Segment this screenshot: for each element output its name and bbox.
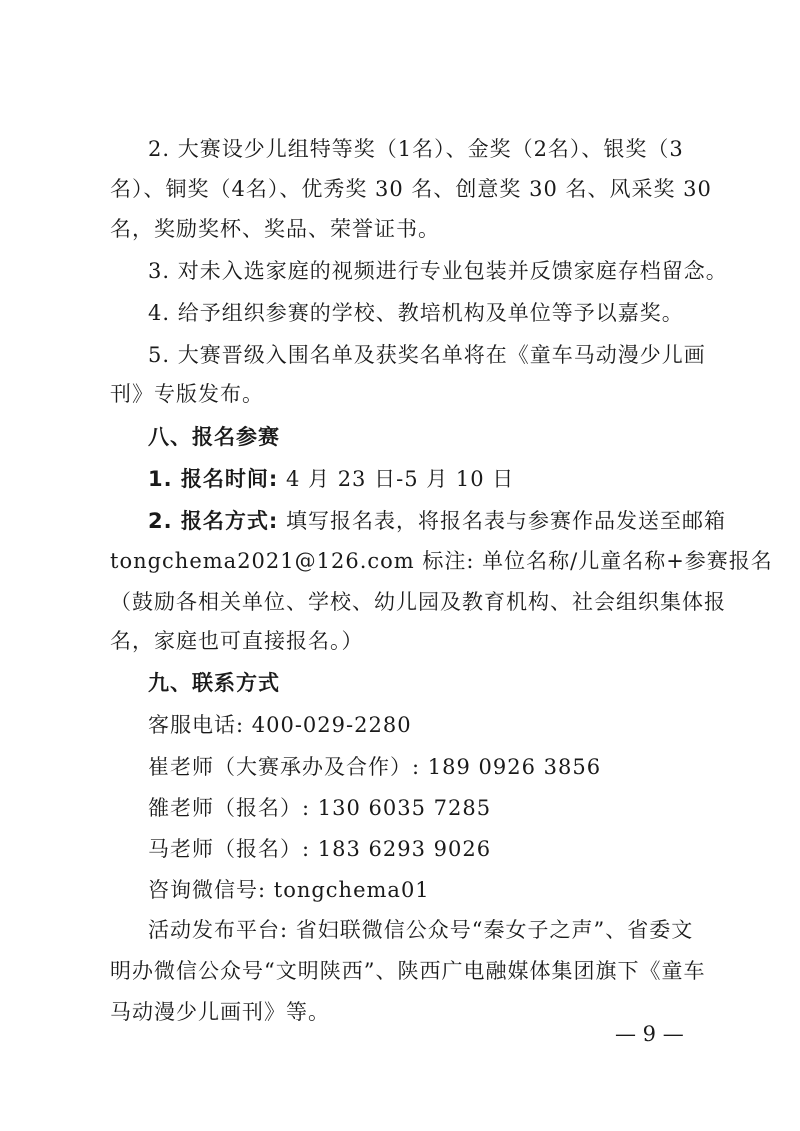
contact-ma: 马老师（报名）: 183 6293 9026	[148, 837, 492, 861]
email-line: tongchema2021@126.com 标注: 单位名称/儿童名称+参赛报名	[110, 549, 773, 573]
registration-time-label: 1. 报名时间:	[148, 467, 279, 491]
award-line-2a: 2. 大赛设少儿组特等奖（1名）、金奖（2名）、银奖（3	[148, 137, 684, 161]
registration-method-label: 2. 报名方式:	[148, 509, 279, 533]
award-line-5a: 5. 大赛晋级入围名单及获奖名单将在《童车马动漫少儿画	[148, 343, 706, 367]
registration-time-value: 4 月 23 日-5 月 10 日	[278, 467, 515, 491]
award-line-3: 3. 对未入选家庭的视频进行专业包装并反馈家庭存档留念。	[148, 259, 728, 283]
section8-heading: 八、报名参赛	[148, 425, 280, 449]
service-phone: 客服电话: 400-029-2280	[148, 713, 412, 737]
registration-method-value: 填写报名表，将报名表与参赛作品发送至邮箱	[278, 509, 726, 533]
registration-time	[148, 463, 514, 493]
award-line-2b: 名）、铜奖（4名）、优秀奖 30 名、创意奖 30 名、风采奖 30	[110, 177, 712, 201]
note-line-1: （鼓励各相关单位、学校、幼儿园及教育机构、社会组织集体报	[110, 590, 726, 614]
award-line-5b: 刊》专版发布。	[110, 382, 264, 406]
platform-line-2: 明办微信公众号“文明陕西”、陕西广电融媒体集团旗下《童车	[110, 959, 706, 983]
platform-line-1: 活动发布平台: 省妇联微信公众号“秦女子之声”、省委文	[148, 918, 694, 942]
registration-method	[148, 505, 726, 535]
section9-heading: 九、联系方式	[148, 671, 280, 695]
contact-luo: 雒老师（报名）: 130 6035 7285	[148, 796, 492, 820]
award-line-4: 4. 给予组织参赛的学校、教培机构及单位等予以嘉奖。	[148, 301, 684, 325]
wechat-id: 咨询微信号: tongchema01	[148, 878, 430, 902]
award-line-2c: 名，奖励奖杯、奖品、荣誉证书。	[110, 217, 440, 241]
note-line-2: 名，家庭也可直接报名。）	[110, 629, 364, 653]
contact-cui: 崔老师（大赛承办及合作）: 189 0926 3856	[148, 755, 602, 779]
platform-line-3: 马动漫少儿画刊》等。	[110, 1000, 330, 1024]
page-number: — 9 —	[615, 1022, 684, 1046]
